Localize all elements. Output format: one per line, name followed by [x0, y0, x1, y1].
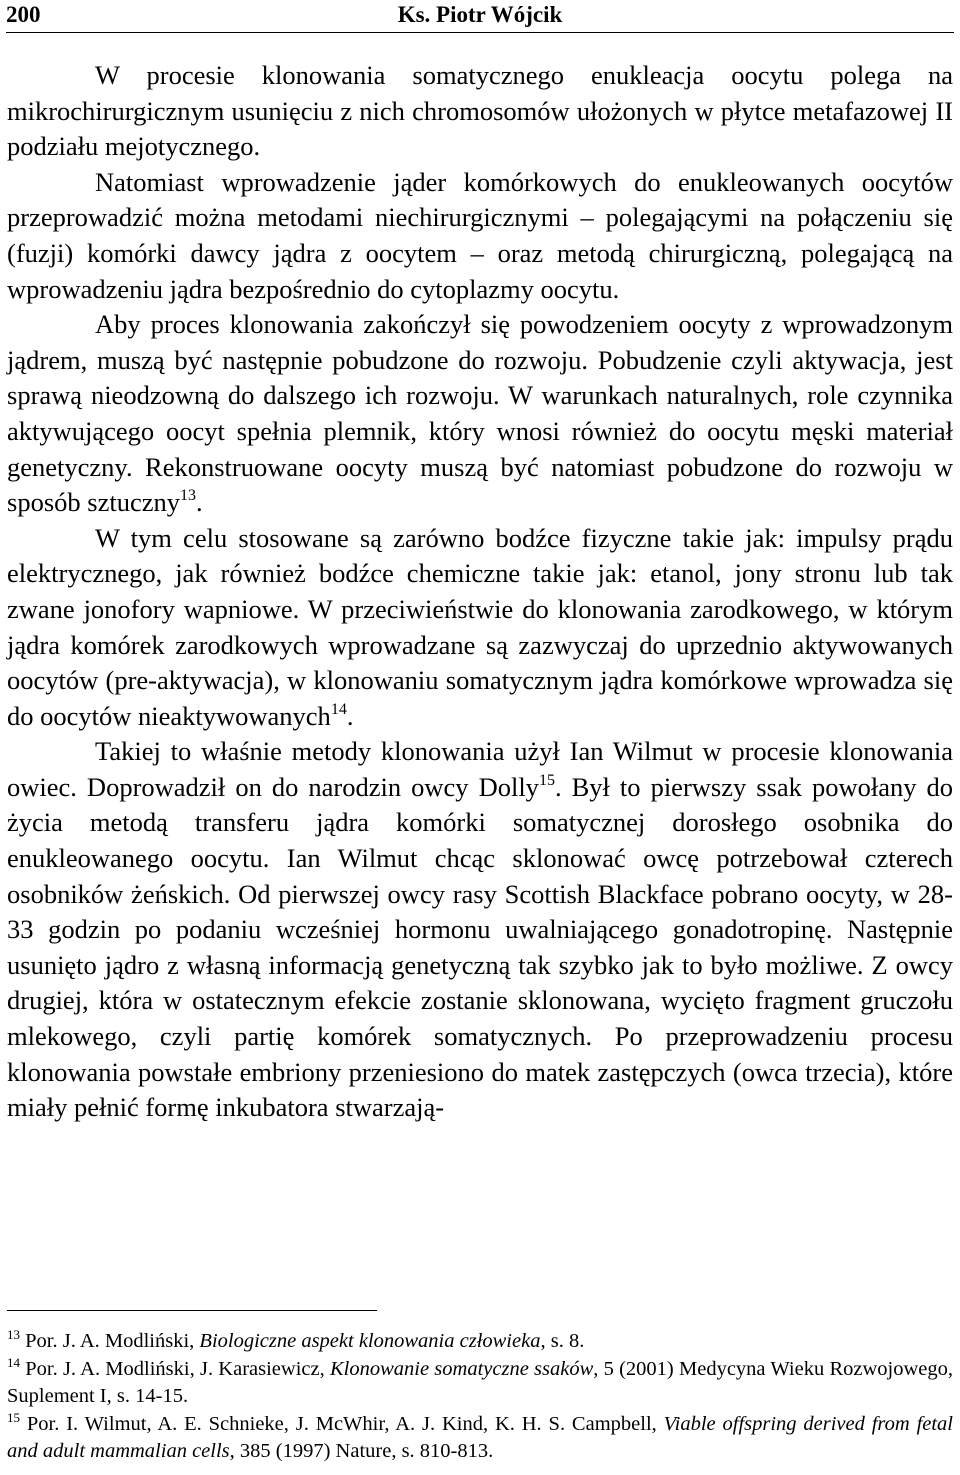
paragraph-5-text-b: . Był to pierwszy ssak powołany do życia metodą transferu jądra komórki somatycznej dorosłego osobnika do enukleowanego oocytu. Ian Wilmut chcąc sklonować owcę potrzebował czterech osobników żeńskich. Od pierwszej owcy rasy Scottish Blackface pobrano oocyty, w 28-33 godzin po podaniu wcześniej hormonu uwalniającego gonadotropinę. Następnie usunięto jądro z własną informacją genetyczną tak szybko jak to było możliwe. Z owcy drugiej, która w ostatecznym efekcie zostanie sklonowana, wycięto fragment gruczołu mlekowego, czyli partię komórek somatycznych. Po przeprowadzeniu procesu klonowania powstałe embriony przeniesiono do matek zastępczych (owca trzecia), które miały pełnić formę inkubatora stwarzają-	[7, 771, 953, 1123]
footnote-title: Biologiczne aspekt klonowania człowieka	[199, 1330, 541, 1352]
footnotes	[7, 1328, 953, 1466]
running-title: Ks. Piotr Wójcik	[397, 2, 563, 27]
paragraph-2: Natomiast wprowadzenie jąder komórkowych do enukleowanych oocytów przeprowadzić można metodami niechirurgicznymi – polegającymi na połączeniu się (fuzji) komórki dawcy jądra z oocytem – oraz metodą chirurgiczną, polegającą na wprowadzeniu jądra bezpośrednio do cytoplazmy oocytu.	[7, 166, 953, 304]
footnote-14	[7, 1356, 953, 1411]
footnote-ref-14[interactable]: 14	[330, 700, 347, 718]
footnote-text: , s. 8.	[540, 1330, 585, 1352]
paragraph-4-text: W tym celu stosowane są zarówno bodźce fizyczne takie jak: impulsy prądu elektrycznego, jak również bodźce chemiczne takie jak: etanol, jony stronu lub tak zwane jonofory wapniowe. W przeciwieństwie do klonowania zarodkowego, w którym jądra komórek zarodkowych wprowadzane są zazwyczaj do uprzednio aktywowanych oocytów (pre-aktywacja), w klonowaniu somatycznym jądra komórkowe wprowadza się do oocytów nieaktywowanych	[7, 522, 953, 731]
paragraph-3-text: Aby proces klonowania zakończył się powodzeniem oocyty z wprowadzonym jądrem, muszą być następnie pobudzone do rozwoju. Pobudzenie czyli aktywacja, jest sprawą nieodzowną do dalszego ich rozwoju. W warunkach naturalnych, role czynnika aktywującego oocyt spełnia plemnik, który wnosi również do oocytu męski materiał genetyczny. Rekonstruowane oocyty muszą być natomiast pobudzone do rozwoju w sposób sztuczny	[7, 309, 953, 518]
paragraph-4	[7, 521, 953, 735]
footnote-15	[7, 1411, 953, 1466]
main-text	[7, 58, 953, 1126]
footnote-title: Klonowanie somatyczne ssaków	[329, 1357, 594, 1380]
footnote-ref-13[interactable]: 13	[179, 487, 196, 505]
paragraph-5-text-a: Takiej to właśnie metody klonowania użył Ian Wilmut w procesie klonowania owiec. Doprowadził on do narodzin owcy Dolly	[7, 736, 953, 802]
footnote-ref-15[interactable]: 15	[538, 771, 555, 789]
paragraph-4-end: .	[346, 700, 354, 731]
page-number: 200	[6, 2, 41, 27]
page-header	[6, 0, 954, 33]
footnote-text: Por. J. A. Modliński,	[20, 1330, 200, 1352]
paragraph-3-end: .	[195, 487, 203, 518]
footnote-number: 13	[7, 1327, 20, 1342]
paragraph-5	[7, 734, 953, 1126]
footnote-number: 14	[7, 1354, 20, 1370]
footnote-text: Por. I. Wilmut, A. E. Schnieke, J. McWhir, A. J. Kind, K. H. S. Campbell,	[20, 1412, 664, 1435]
footnote-13	[7, 1328, 953, 1356]
footnote-text: Por. J. A. Modliński, J. Karasiewicz,	[20, 1357, 330, 1380]
paragraph-1: W procesie klonowania somatycznego enukleacja oocytu polega na mikrochirurgicznym usunięciu z nich chromosomów ułożonych w płytce metafazowej II podziału mejotycznego.	[7, 60, 953, 162]
footnote-text: , 5 (2001) Medycyna Wieku Rozwojowego, Suplement I, s. 14-15.	[7, 1357, 953, 1407]
footnote-number: 15	[7, 1409, 20, 1425]
paragraph-3	[7, 307, 953, 521]
footnote-title: Viable offspring derived from fetal and adult mammalian cells	[7, 1412, 954, 1462]
footnote-text: , 385 (1997) Nature, s. 810-813.	[229, 1440, 494, 1462]
footnote-separator	[7, 1310, 377, 1311]
